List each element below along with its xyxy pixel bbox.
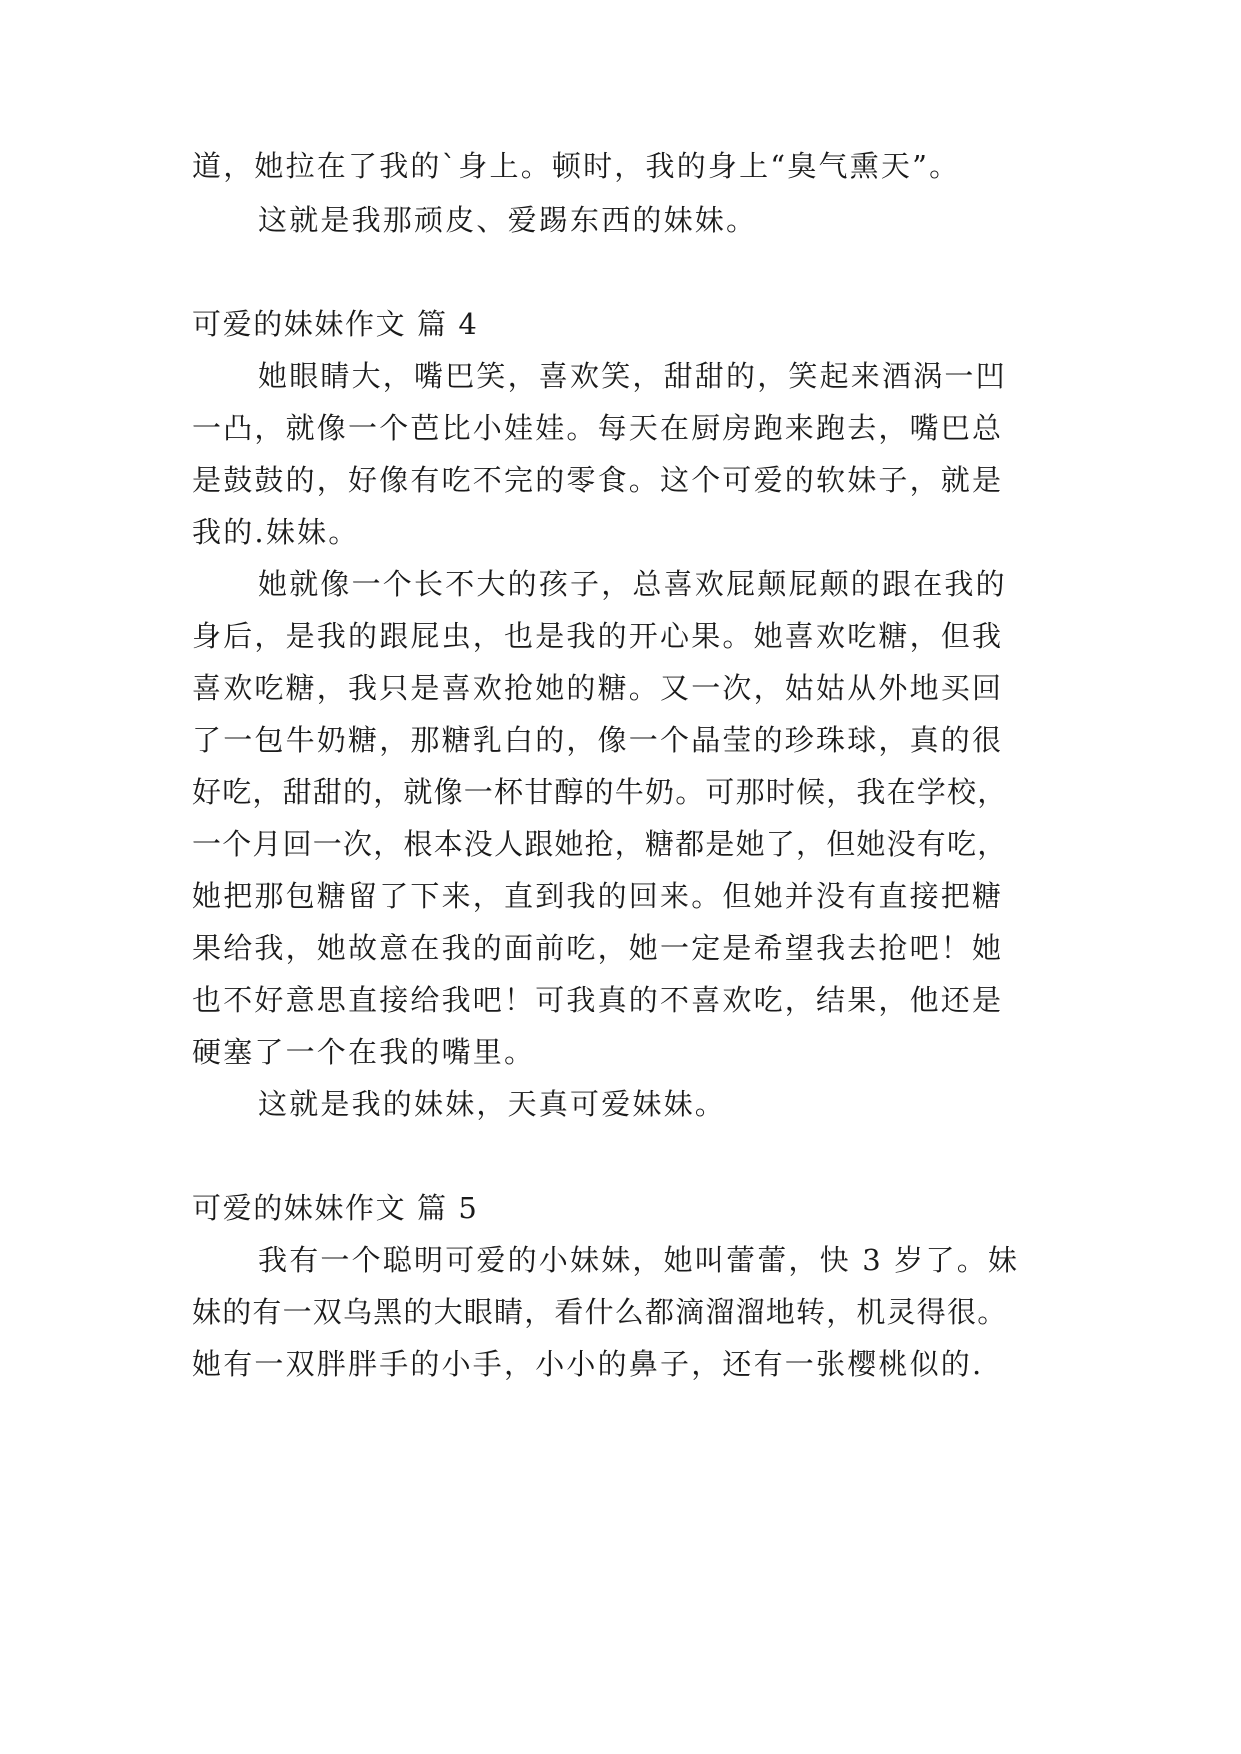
paragraph-line: 好吃，甜甜的，就像一杯甘醇的牛奶。可那时候，我在学校， xyxy=(192,775,1008,809)
paragraph-line: 她把那包糖留了下来，直到我的回来。但她并没有直接把糖 xyxy=(192,879,1004,913)
paragraph-line: 道，她拉在了我的`身上。顿时，我的身上“臭气熏天”。 xyxy=(192,149,961,183)
paragraph-line: 我的.妹妹。 xyxy=(192,515,360,549)
section-heading: 可爱的妹妹作文 篇 5 xyxy=(192,1191,479,1225)
paragraph-line: 果给我，她故意在我的面前吃，她一定是希望我去抢吧！她 xyxy=(192,931,1004,965)
paragraph-line: 她有一双胖胖手的小手，小小的鼻子，还有一张樱桃似的. xyxy=(192,1347,984,1381)
paragraph-line: 我有一个聪明可爱的小妹妹，她叫蕾蕾，快 3 岁了。妹 xyxy=(258,1243,1020,1277)
paragraph-line: 她就像一个长不大的孩子，总喜欢屁颠屁颠的跟在我的 xyxy=(258,567,1007,601)
paragraph-line: 硬塞了一个在我的嘴里。 xyxy=(192,1035,536,1069)
paragraph-line: 是鼓鼓的，好像有吃不完的零食。这个可爱的软妹子，就是 xyxy=(192,463,1004,497)
paragraph-line: 一个月回一次，根本没人跟她抢，糖都是她了，但她没有吃， xyxy=(192,827,1008,861)
paragraph-line: 喜欢吃糖，我只是喜欢抢她的糖。又一次，姑姑从外地买回 xyxy=(192,671,1004,705)
paragraph-line: 这就是我的妹妹，天真可爱妹妹。 xyxy=(258,1087,727,1121)
paragraph-line: 身后，是我的跟屁虫，也是我的开心果。她喜欢吃糖，但我 xyxy=(192,619,1004,653)
paragraph-line: 她眼睛大，嘴巴笑，喜欢笑，甜甜的，笑起来酒涡一凹 xyxy=(258,359,1007,393)
paragraph-line: 这就是我那顽皮、爱踢东西的妹妹。 xyxy=(258,203,758,237)
paragraph-line: 也不好意思直接给我吧！可我真的不喜欢吃，结果，他还是 xyxy=(192,983,1004,1017)
paragraph-line: 一凸，就像一个芭比小娃娃。每天在厨房跑来跑去，嘴巴总 xyxy=(192,411,1004,445)
paragraph-line: 妹的有一双乌黑的大眼睛，看什么都滴溜溜地转，机灵得很。 xyxy=(192,1295,1008,1329)
paragraph-line: 了一包牛奶糖，那糖乳白的，像一个晶莹的珍珠球，真的很 xyxy=(192,723,1004,757)
section-heading: 可爱的妹妹作文 篇 4 xyxy=(192,307,479,341)
